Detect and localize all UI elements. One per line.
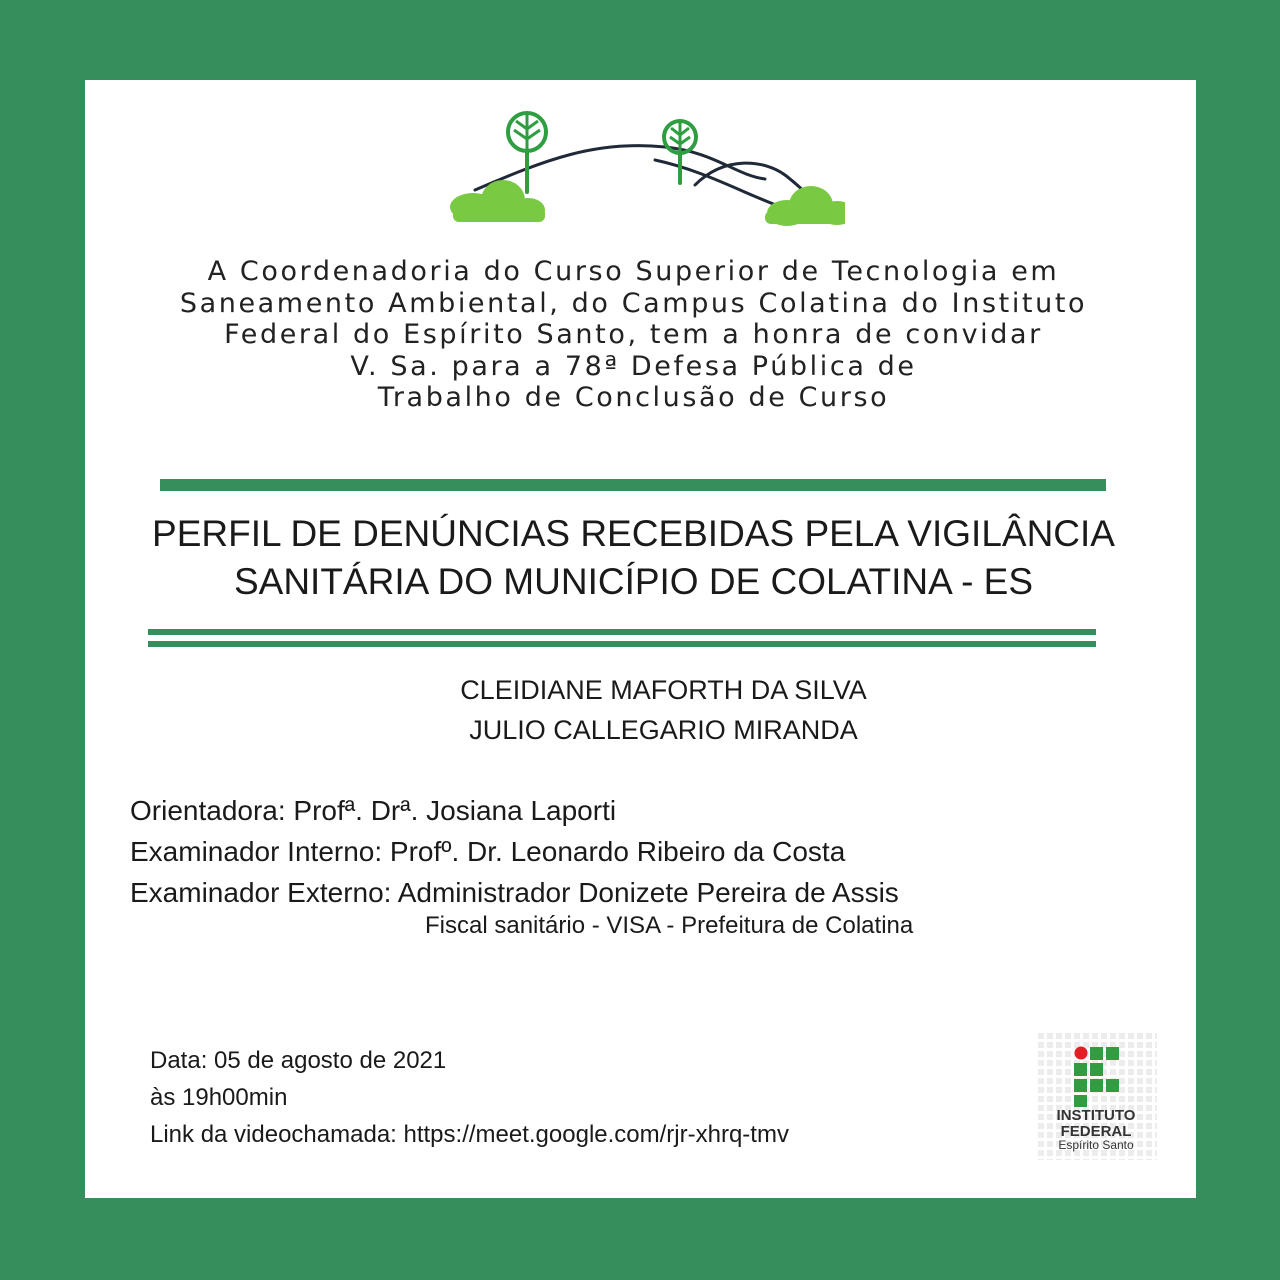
authors — [85, 670, 1242, 750]
external-examiner-note: Fiscal sanitário - VISA - Prefeitura de Colatina — [425, 912, 914, 939]
hills-trees-illustration — [425, 105, 845, 235]
external-examiner: Examinador Externo: Administrador Donizete Pereira de Assis — [130, 877, 899, 908]
invitation-card — [85, 80, 1196, 1198]
intro-line: Trabalho de Conclusão de Curso — [377, 382, 890, 413]
intro-line: Saneamento Ambiental, do Campus Colatina do Instituto — [179, 287, 1088, 319]
event-info — [150, 1042, 1010, 1153]
tree-icon-left — [508, 113, 546, 192]
intro-line: V. Sa. para a 78ª Defesa Pública de — [350, 350, 917, 382]
advisor: Orientadora: Profª. Drª. Josiana Laporti — [130, 795, 617, 826]
divider-top — [160, 479, 1106, 491]
logo-text-campus: Espírito Santo — [1058, 1138, 1134, 1152]
bush-icon-left — [450, 180, 545, 222]
intro-line: A Coordenadoria do Curso Superior de Tecnologia em — [207, 256, 1060, 287]
title-line: PERFIL DE DENÚNCIAS RECEBIDAS PELA VIGILÂNCIA — [152, 513, 1115, 554]
divider-bottom-1 — [148, 629, 1096, 635]
author-name: JULIO CALLEGARIO MIRANDA — [469, 715, 858, 745]
divider-bottom-2 — [148, 641, 1096, 647]
event-date: Data: 05 de agosto de 2021 — [150, 1047, 447, 1074]
if-logo-mark — [1035, 1030, 1157, 1110]
logo-line-federal: FEDERAL — [1060, 1123, 1132, 1140]
videocall-link[interactable]: Link da videochamada: https://meet.google.com/rjr-xhrq-tmv — [150, 1121, 789, 1148]
intro-line: Federal do Espírito Santo, tem a honra de convidar — [224, 319, 1043, 350]
examining-committee — [130, 790, 1170, 941]
title-line: SANITÁRIA DO MUNICÍPIO DE COLATINA - ES — [233, 561, 1034, 602]
invitation-text — [85, 256, 1182, 414]
event-time: às 19h00min — [150, 1084, 288, 1111]
instituto-federal-logo — [1035, 1030, 1157, 1160]
bush-icon-right — [765, 186, 845, 226]
thesis-title — [85, 510, 1182, 606]
author-name: CLEIDIANE MAFORTH DA SILVA — [460, 675, 867, 705]
logo-line-instituto: INSTITUTO — [1056, 1107, 1136, 1124]
logo-text-main — [1035, 1108, 1157, 1140]
internal-examiner: Examinador Interno: Profº. Dr. Leonardo Ribeiro da Costa — [130, 836, 846, 867]
